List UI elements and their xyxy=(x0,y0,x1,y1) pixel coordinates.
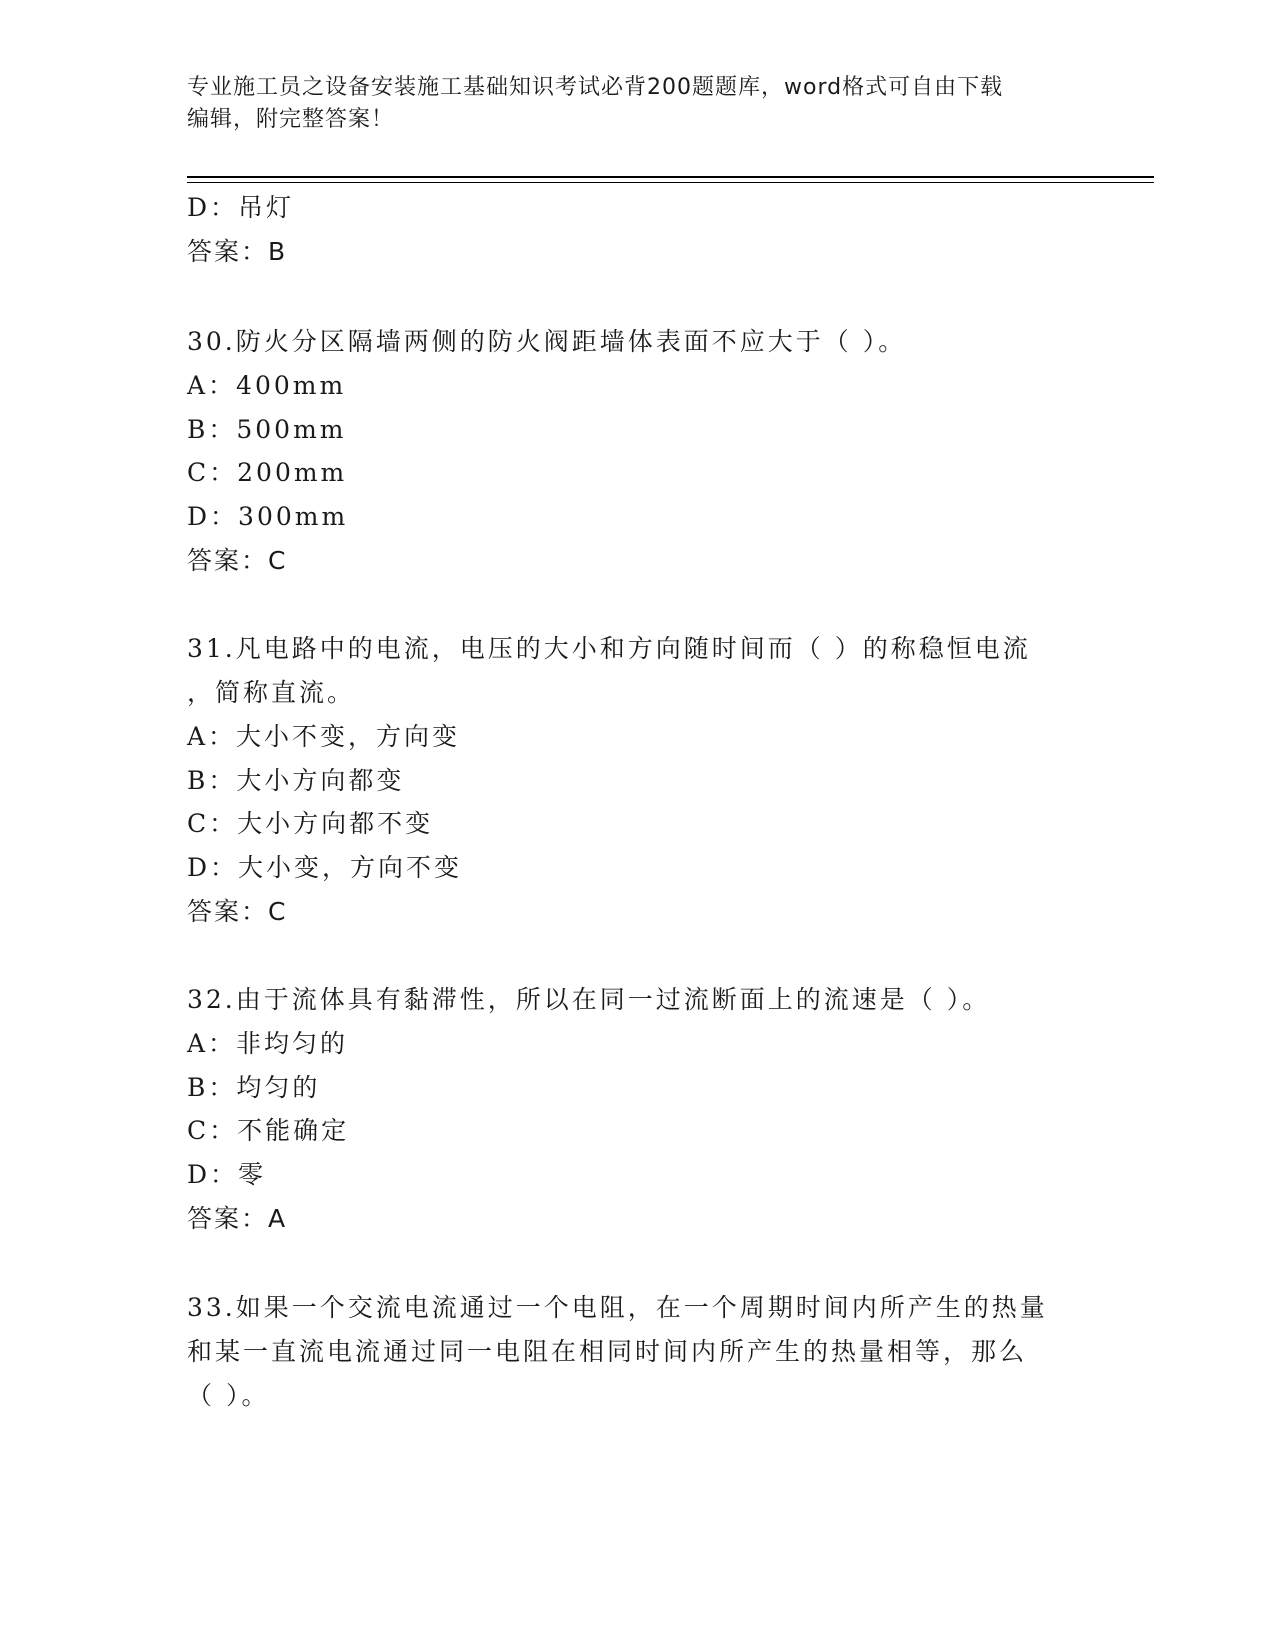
q30-option-b: B：500mm xyxy=(187,415,347,444)
header-rule-thin xyxy=(187,182,1154,183)
q31-option-c: C：大小方向都不变 xyxy=(187,809,434,838)
q33-stem-line-1: 33.如果一个交流电流通过一个电阻，在一个周期时间内所产生的热量 xyxy=(187,1293,1048,1322)
q32-answer: 答案：A xyxy=(187,1204,288,1233)
q33-stem-line-3: （ ）。 xyxy=(187,1381,270,1410)
q31-option-a: A：大小不变，方向变 xyxy=(187,722,461,751)
q31-option-b: B：大小方向都变 xyxy=(187,766,405,795)
q31-answer: 答案：C xyxy=(187,897,288,926)
document-header xyxy=(187,72,1087,136)
q31-option-d: D：大小变，方向不变 xyxy=(187,853,463,882)
q31-stem-line-1: 31.凡电路中的电流，电压的大小和方向随时间而（ ）的称稳恒电流 xyxy=(187,634,1031,663)
q32-stem-line-1: 32.由于流体具有黏滞性，所以在同一过流断面上的流速是（ ）。 xyxy=(187,985,991,1014)
q32-option-d: D：零 xyxy=(187,1160,267,1189)
q32-option-b: B：均匀的 xyxy=(187,1073,321,1102)
q33-stem-line-2: 和某一直流电流通过同一电阻在相同时间内所产生的热量相等，那么 xyxy=(187,1337,1028,1366)
q30-option-d: D：300mm xyxy=(187,502,349,531)
q30-option-a: A：400mm xyxy=(187,371,347,400)
q30-stem-line-1: 30.防火分区隔墙两侧的防火阀距墙体表面不应大于（ ）。 xyxy=(187,327,907,356)
prev-option-d: D：吊灯 xyxy=(187,193,295,222)
q30-answer: 答案：C xyxy=(187,546,288,575)
q30-option-c: C：200mm xyxy=(187,458,348,487)
header-line-1: 专业施工员之设备安装施工基础知识考试必背200题题库，word格式可自由下载 xyxy=(187,75,1004,100)
q31-stem-line-2: ，简称直流。 xyxy=(187,678,356,707)
q32-option-a: A：非均匀的 xyxy=(187,1029,349,1058)
header-line-2: 编辑，附完整答案！ xyxy=(187,107,395,132)
prev-answer: 答案：B xyxy=(187,237,288,266)
q32-option-c: C：不能确定 xyxy=(187,1116,350,1145)
header-rule-thick xyxy=(187,176,1154,178)
